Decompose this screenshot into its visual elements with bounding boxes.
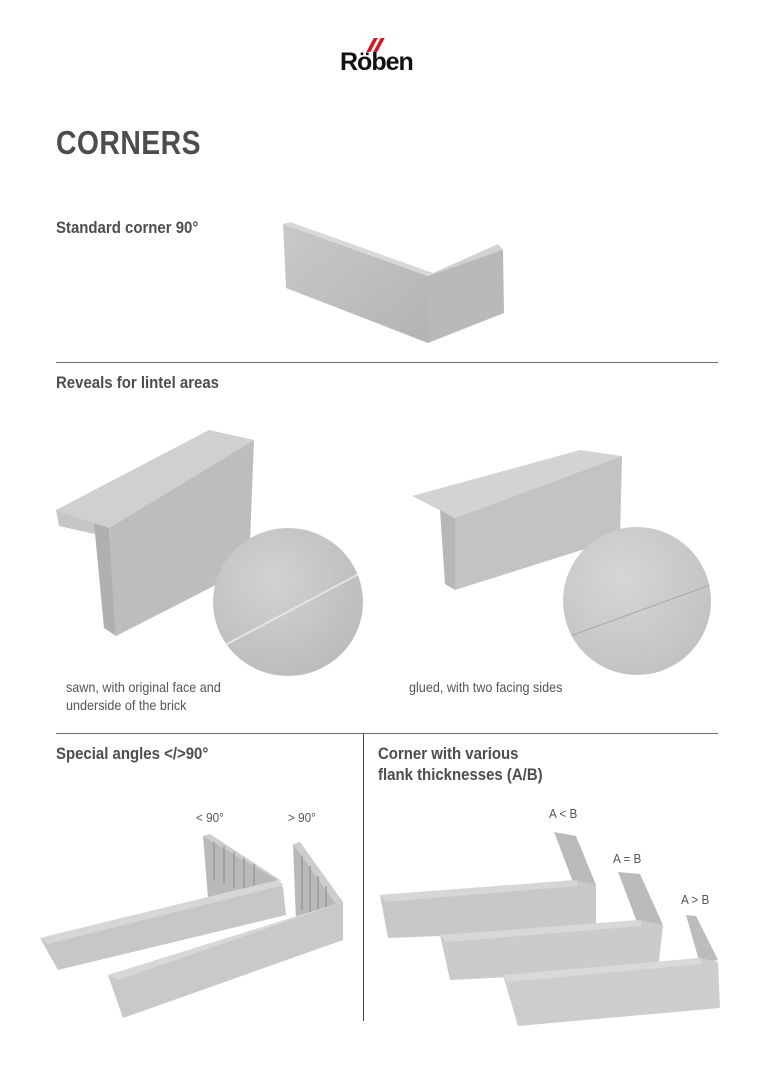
label-a-less-than-b: A < B bbox=[549, 806, 578, 821]
flank-thickness-corners-image bbox=[378, 830, 728, 1030]
standard-corner-image bbox=[278, 218, 508, 348]
logo-wordmark: Röben bbox=[340, 48, 413, 76]
special-angle-corners-image bbox=[38, 830, 348, 1020]
label-a-greater-than-b: A > B bbox=[681, 892, 710, 907]
glued-reveal-detail-circle bbox=[563, 527, 711, 675]
sawn-caption-line1: sawn, with original face and bbox=[66, 679, 221, 695]
glued-caption: glued, with two facing sides bbox=[409, 679, 563, 695]
page-title: CORNERS bbox=[56, 124, 201, 161]
sawn-reveal-detail-circle bbox=[213, 528, 363, 676]
label-greater-than-90: > 90° bbox=[288, 810, 316, 825]
section-heading-special-angles: Special angles </>90° bbox=[56, 744, 209, 763]
section-heading-flank-line1: Corner with various bbox=[378, 744, 519, 763]
label-a-equals-b: A = B bbox=[613, 851, 642, 866]
label-less-than-90: < 90° bbox=[196, 810, 224, 825]
section-divider bbox=[56, 362, 718, 363]
roben-logo bbox=[340, 38, 435, 74]
section-heading-reveals: Reveals for lintel areas bbox=[56, 373, 219, 392]
column-divider bbox=[363, 733, 364, 1021]
section-heading-flank-line2: flank thicknesses (A/B) bbox=[378, 765, 543, 784]
sawn-caption-line2: underside of the brick bbox=[66, 697, 187, 713]
section-divider bbox=[56, 733, 718, 734]
section-heading-standard-corner: Standard corner 90° bbox=[56, 218, 199, 237]
